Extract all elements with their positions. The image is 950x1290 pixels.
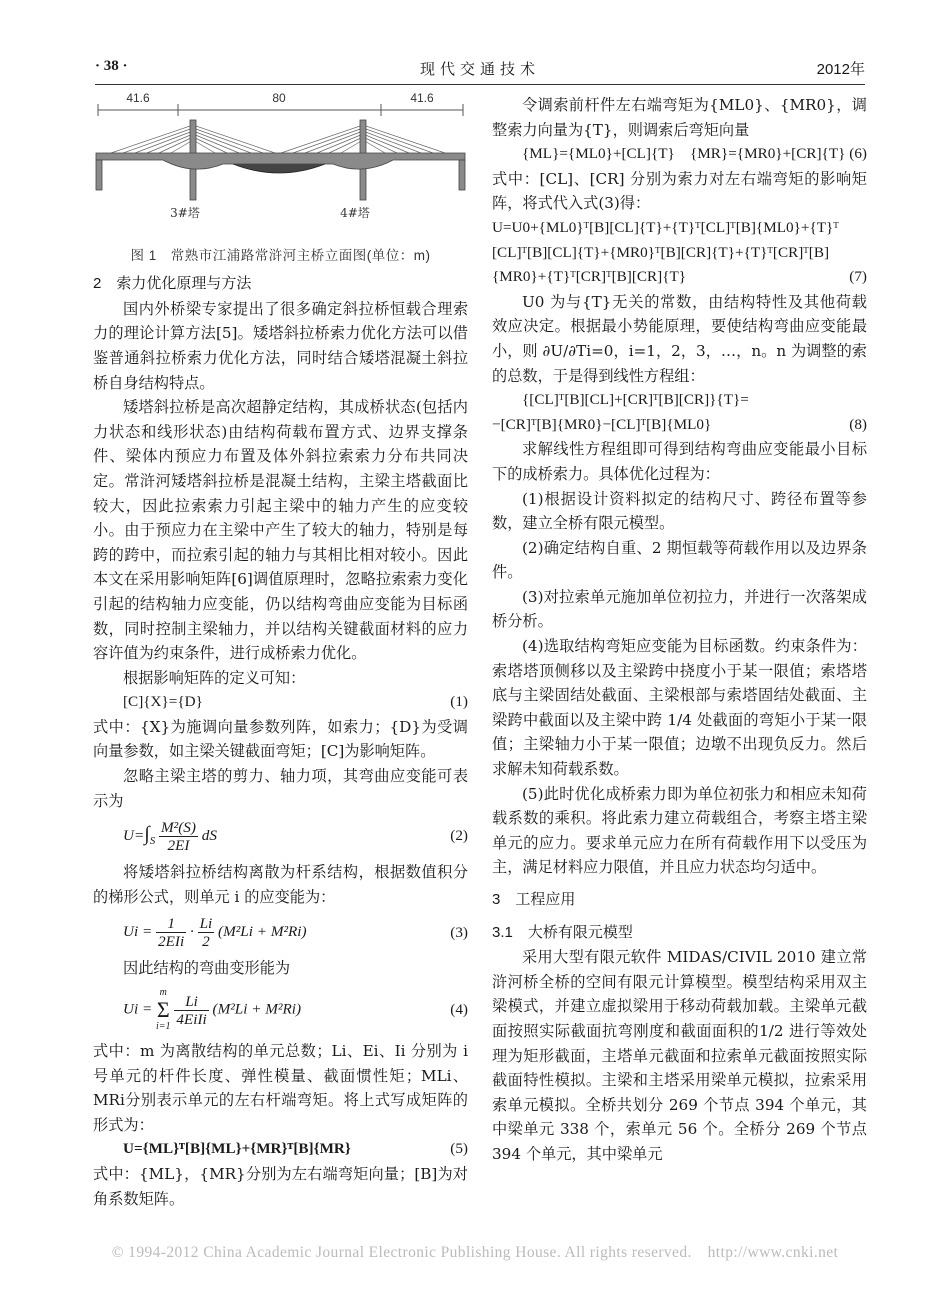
paragraph: 式中：m 为离散结构的单元总数；Li、Ei、Ii 分别为 i 号单元的杆件长度、弹性模量、截面惯性矩；MLi、MRi分别表示单元的左右杆端弯矩。将上式写成矩阵的形式为：: [93, 1042, 468, 1134]
equation-2: [93, 819, 468, 854]
bridge-figure: [93, 90, 468, 268]
step-1: (1)根据设计资料拟定的结构尺寸、跨径布置等参数，建立全桥有限元模型。: [492, 489, 867, 533]
left-column: [93, 90, 468, 1211]
step-3: (3)对拉索单元施加单位初拉力，并进行一次落架成桥分析。: [492, 587, 867, 631]
eq3-tail: (M²Li + M²Ri): [218, 923, 307, 941]
eq2-denominator: 2EI: [167, 837, 190, 855]
page-number: · 38 ·: [95, 58, 128, 74]
figure-caption: 图 1 常熟市江浦路常浒河主桥立面图(单位：m): [130, 247, 431, 263]
paragraph: 采用大型有限元软件 MIDAS/CIVIL 2010 建立常浒河桥全桥的空间有限元计算模型。模型结构采用双主梁模式，并建立虚拟梁用于移动荷载加载。主梁单元截面按照实际截面抗弯刚度和截面面积的1/2 进行等效处理为矩形截面，主塔单元截面和拉索单元截面按照实际截面特性模拟。主梁和主塔采用梁单元模拟，拉索采用索单元模拟。全桥共划分 269 个节点 394 个单元，其中梁单元 338 个，索单元 56 个。全桥分 269 个节点 394 个单元，其中梁单元: [492, 948, 867, 1163]
journal-title: 现代交通技术: [419, 60, 540, 78]
paragraph: 求解线性方程组即可得到结构弯曲应变能最小目标下的成桥索力。具体优化过程为：: [492, 440, 867, 483]
running-header: [95, 58, 865, 82]
equation-number: (8): [849, 415, 867, 433]
paragraph: 式中：{ML}，{MR}分别为左右端弯矩向量；[B]为对角系数矩阵。: [93, 1165, 468, 1208]
header-rule: [95, 84, 865, 85]
eq3-f1-numerator: 1: [156, 915, 186, 933]
eq2-tail: dS: [201, 827, 217, 845]
eq4-denominator: 4EiIi: [176, 1010, 207, 1028]
equation-7-line-2: [CL]ᵀ[B][CL]{T}+{MR0}ᵀ[B][CR]{T}+{T}ᵀ[CR]ᵀ[B]: [492, 243, 830, 261]
equation-5: [93, 1137, 468, 1162]
eq4-sum-lower: i=1: [156, 1021, 171, 1033]
section-heading-3: 3 工程应用: [492, 891, 576, 908]
paragraph: 根据影响矩阵的定义可知：: [123, 668, 306, 687]
equation-6-body: {ML}={ML0}+[CL]{T} {MR}={MR0}+[CR]{T}: [522, 145, 846, 163]
paragraph: 忽略主梁主塔的剪力、轴力项，其弯曲应变能可表示为: [93, 767, 468, 810]
eq4-numerator: Li: [174, 993, 208, 1011]
paragraph: 矮塔斜拉桥是高次超静定结构，其成桥状态(包括内力状态和线形状态)由结构荷载布置方式、边界支撑条件、梁体内预应力布置及体外斜拉索索力分布共同决定。常浒河矮塔斜拉桥是混凝土结构，主梁主塔截面比较大，因此拉索索力引起主梁中的轴力产生的应变较小。由于预应力在主梁中产生了较大的轴力，特别是每跨的跨中，而拉索引起的轴力与其相比相对较小。因此本文在采用影响矩阵[6]调值原理时，忽略拉索索力变化引起的结构轴力应变能，仍以结构弯曲应变能为目标函数，同时控制主梁轴力，并以结构关键截面材料的应力容许值为约束条件，进行成桥索力优化。: [93, 398, 468, 663]
left-abutment: [96, 160, 102, 190]
eq3-f2-denominator: 2: [202, 933, 210, 951]
paragraph: 令调索前杆件左右端弯矩为{ML0}、{MR0}，调整索力向量为{T}，则调索后弯矩向量: [492, 96, 867, 139]
eq3-fraction-1: [156, 915, 186, 950]
equation-2-body: $U=\int_S$ $\frac{\text{M²(S)}}{2EI}$ dS: [123, 819, 217, 855]
equation-7-line-3: {MR0}+{T}ᵀ[CR]ᵀ[B][CR]{T}: [492, 268, 687, 286]
paragraph: U0 为与{T}无关的常数，由结构特性及其他荷载效应决定。根据最小势能原理，要使结构弯曲应变能最小，则 ∂U/∂Ti=0，i=1，2，3，…，n。n 为调整的索的总数，于是得到线性方程组：: [492, 292, 867, 385]
equation-number: (7): [849, 268, 867, 286]
equation-7-line-1: U=U0+{ML0}ᵀ[B][CL]{T}+{T}ᵀ[CL]ᵀ[B]{ML0}+{T}ᵀ: [492, 218, 839, 236]
sigma-symbol: Σ: [156, 997, 170, 1023]
right-abutment: [459, 160, 465, 190]
eq3-fraction-2: [198, 915, 215, 950]
step-4: (4)选取结构弯矩应变能为目标函数。约束条件为：索塔塔顶侧移以及主梁跨中挠度小于某一限值；索塔塔底与主梁固结处截面、主梁根部与索塔固结处截面、主梁跨中截面以及主梁中跨 1/4 处截面的弯矩小于某一限值；主梁轴力小于某一限值；边墩不出现负反力。然后求解未知荷载系数。: [492, 637, 867, 779]
equation-5-body: U={ML}ᵀ[B]{ML}+{MR}ᵀ[B]{MR}: [123, 1140, 351, 1158]
equation-6: [492, 142, 867, 167]
stay-cables: [111, 125, 445, 153]
section-heading-2: 2 索力优化原理与方法: [93, 275, 252, 293]
paragraph: 因此结构的弯曲变形能为: [123, 959, 291, 978]
section-heading-3-1: 3.1 大桥有限元模型: [492, 923, 633, 941]
equation-1-body: [C]{X}={D}: [123, 693, 203, 711]
tower-label-3: 3#塔: [170, 206, 200, 220]
equation-4-body: [93, 987, 301, 1033]
equation-8-line-2: −[CR]ᵀ[B]{MR0}−[CL]ᵀ[B]{ML0}: [492, 415, 712, 433]
equation-8-line-1: {[CL]ᵀ[B][CL]+[CR]ᵀ[B][CR]}{T}=: [522, 391, 749, 409]
tower-label-4: 4#塔: [340, 206, 370, 220]
right-column: [492, 93, 867, 1167]
eq2-numerator: M²(S): [161, 819, 196, 837]
paragraph: 国内外桥梁专家提出了很多确定斜拉桥恒载合理索力的理论计算方法[5]。矮塔斜拉桥索力优化方法可以借鉴普通斜拉桥索力优化方法，同时结合矮塔混凝土斜拉桥自身结构特点。: [93, 299, 468, 392]
equation-8: [492, 413, 867, 438]
equation-1: [93, 690, 468, 715]
eq4-sum-upper: m: [159, 987, 167, 999]
eq3-f1-denominator: 2EIi: [158, 933, 185, 951]
issue-year: 2012年: [816, 61, 865, 78]
dim-left-span: 41.6: [126, 91, 150, 105]
paragraph: 式中：{X}为施调向量参数列阵，如索力；{D}为受调向量参数，如主梁关键截面弯矩；[C]为影响矩阵。: [93, 717, 468, 761]
equation-7: [492, 265, 867, 290]
eq4-summation: [156, 987, 171, 1033]
eq2-fraction: [159, 819, 198, 854]
step-2: (2)确定结构自重、2 期恒载等荷载作用以及边界条件。: [492, 538, 867, 582]
equation-number: (3): [450, 923, 468, 941]
bridge-elevation-drawing: [93, 90, 468, 230]
dim-right-span: 41.6: [410, 91, 434, 105]
equation-number: (5): [450, 1140, 468, 1158]
main-span-arch: [233, 164, 325, 173]
eq4-lhs: Ui =: [123, 1000, 153, 1018]
paragraph: 式中：[CL]、[CR] 分别为索力对左右端弯矩的影响矩阵，将式代入式(3)得：: [492, 169, 867, 213]
equation-number: (2): [450, 827, 468, 845]
paragraph: 将矮塔斜拉桥结构离散为杆系结构，根据数值积分的梯形公式，则单元 i 的应变能为：: [93, 863, 468, 906]
equation-4: [93, 987, 468, 1033]
eq4-tail: (M²Li + M²Ri): [212, 1000, 302, 1018]
dim-main-span: 80: [272, 91, 286, 105]
copyright-footer: © 1994-2012 China Academic Journal Electronic Publishing House. All rights reserved. http://www.cnki.net: [111, 1244, 839, 1261]
equation-3-body: Ui = $\frac{1}{\text{2EIi}}$ · $\frac{Li}{2}$ (M²Li + M²Ri): [123, 915, 307, 951]
eq2-lhs: U=: [123, 827, 145, 845]
equation-number: (4): [450, 1000, 468, 1018]
equation-number: (1): [450, 693, 468, 711]
eq4-fraction: [174, 993, 208, 1028]
step-5: (5)此时优化成桥索力即为单位初张力和相应未知荷载系数的乘积。将此索力建立荷载组合，考察主塔主梁单元的应力。要求单元应力在所有荷载作用下以受压为主，满足材料应力限值，并且应力状态均匀适中。: [492, 784, 867, 877]
equation-3: [93, 915, 468, 950]
equation-number: (6): [849, 145, 867, 163]
eq3-f2-numerator: Li: [199, 915, 213, 933]
eq3-lhs: Ui =: [123, 923, 153, 941]
